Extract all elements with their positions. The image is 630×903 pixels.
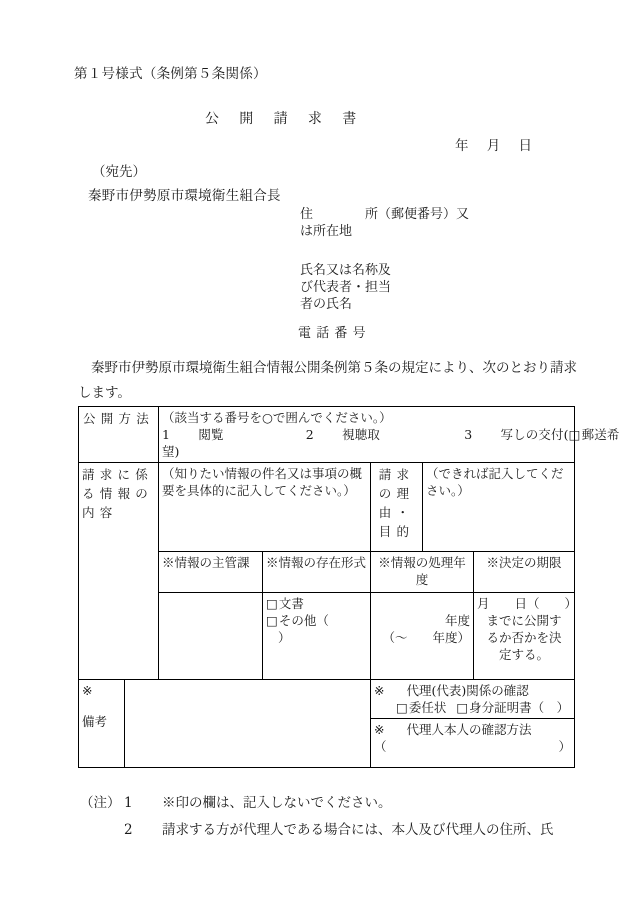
id-document-checkbox[interactable]: □ (456, 700, 469, 715)
addressee-label: （宛先） (92, 164, 146, 180)
option-2-label[interactable]: 視聴取 (342, 427, 380, 442)
table-row-remarks (79, 680, 575, 719)
proxy-relation-mark: ※ (374, 683, 385, 698)
option-2-number: 2 (305, 427, 314, 442)
request-form-table (78, 406, 620, 768)
option-3-number: 3 (464, 427, 473, 442)
power-of-attorney-checkbox[interactable]: □ (396, 700, 408, 715)
proxy-relation-options (374, 699, 571, 716)
proxy-identity-input-line[interactable] (374, 738, 571, 755)
table-row-request-content (79, 463, 575, 552)
year-value-cell[interactable] (371, 593, 474, 680)
format-doc-option[interactable] (266, 595, 367, 612)
option-3-wrap: 望) (162, 444, 180, 459)
request-reason-instruction: （できれば記入してください。） (426, 466, 564, 498)
other-checkbox[interactable]: □ (266, 613, 278, 629)
applicant-name-label-line1: 氏名又は名称及 (300, 263, 392, 278)
deadline-value-cell[interactable] (474, 593, 578, 680)
note-2-number: 2 (124, 822, 133, 838)
statute-sentence: 秦野市伊勢原市環境衛生組合情報公開条例第５条の規定により、次のとおり請求します。 (78, 360, 577, 401)
proxy-identity-cell[interactable] (371, 719, 575, 768)
request-reason-label: 請求の理由・目的 (371, 463, 423, 552)
note-1-number: 1 (124, 795, 133, 811)
proxy-relation-heading (374, 682, 571, 699)
disclosure-method-cell (159, 407, 620, 463)
option-1-number: 1 (162, 427, 171, 442)
sub-header-deadline: ※決定の期限 (474, 551, 575, 593)
proxy-identity-heading (374, 721, 571, 738)
sub-header-dept: ※情報の主管課 (159, 551, 263, 593)
sub-header-year: ※情報の処理年度 (371, 551, 474, 593)
note-item-2 (80, 817, 554, 844)
proxy-identity-close-paren: ） (558, 739, 572, 754)
disclosure-method-label: 公開方法 (79, 407, 159, 463)
request-subject-instruction: （知りたい情報の件名又は事項の概要を具体的に記入してください。） (162, 466, 363, 498)
mail-delivery-label: 郵送希 (581, 427, 620, 442)
format-value-cell[interactable] (263, 593, 371, 680)
document-checkbox[interactable]: □ (266, 596, 278, 612)
remarks-mark: ※ (82, 683, 93, 698)
remarks-value-cell[interactable] (125, 680, 371, 768)
remarks-label: 備考 (82, 714, 108, 729)
applicant-address-label-line1: 住 所（郵便番号）又 (300, 207, 470, 222)
addressee-name: 秦野市伊勢原市環境衛生組合長 (88, 188, 281, 204)
sub-header-format: ※情報の存在形式 (263, 551, 371, 593)
proxy-identity-label: 代理人本人の確認方法 (406, 722, 532, 737)
other-label: その他（ (278, 613, 329, 629)
proxy-identity-open-paren: （ (374, 739, 387, 754)
disclosure-method-options (162, 426, 620, 443)
date-line: 年月日 (455, 138, 551, 154)
year-value-line2: （～ 年度） (382, 630, 471, 646)
applicant-name-label-line3: 者の氏名 (300, 297, 353, 312)
form-number: 第１号様式（条例第５条関係） (74, 66, 267, 82)
document-label: 文書 (278, 596, 304, 612)
note-2-text: 請求する方が代理人である場合には、本人及び代理人の住所、氏 (162, 822, 554, 838)
request-reason-cell[interactable] (423, 463, 575, 552)
applicant-address-label-line2: は所在地 (300, 224, 353, 239)
proxy-relation-cell[interactable] (371, 680, 575, 719)
other-close-paren: ） (278, 630, 291, 646)
request-subject-cell[interactable] (159, 463, 371, 552)
year-value-line1: 年度 (445, 613, 471, 629)
note-item-1 (80, 790, 554, 817)
note-1-text: ※印の欄は、記入しないでください。 (162, 795, 392, 811)
table-row-disclosure-method (79, 407, 575, 463)
option-1-label[interactable]: 閲覧 (198, 427, 224, 442)
request-content-label: 請求に係る情報の内容 (79, 463, 159, 680)
disclosure-method-instruction: （該当する番号を○で囲んでください。） (162, 410, 392, 425)
notes-heading: （注） (80, 795, 121, 811)
deadline-line1: 月 日（ ） (477, 596, 578, 612)
proxy-relation-label: 代理(代表)関係の確認 (406, 683, 529, 698)
proxy-identity-mark: ※ (374, 722, 385, 737)
option-3-label[interactable]: 写しの交付( (500, 427, 569, 442)
form-notes (80, 790, 554, 844)
document-title: 公開請求書 (205, 111, 377, 127)
applicant-address-label (300, 206, 469, 240)
format-other-option[interactable] (266, 612, 367, 629)
deadline-line4: 定する。 (499, 647, 550, 663)
id-document-label: 身分証明書（ ） (469, 700, 570, 715)
applicant-tel-label: 電話番号 (298, 326, 371, 341)
applicant-name-label-line2: び代表者・担当 (300, 280, 392, 295)
deadline-line2: までに公開す (486, 613, 562, 629)
remarks-label-cell (79, 680, 125, 768)
applicant-name-label (300, 262, 391, 313)
deadline-line3: るか否かを決 (486, 630, 562, 646)
dept-value-cell[interactable] (159, 593, 263, 680)
power-of-attorney-label: 委任状 (408, 700, 447, 715)
mail-delivery-checkbox[interactable]: □ (568, 427, 581, 442)
